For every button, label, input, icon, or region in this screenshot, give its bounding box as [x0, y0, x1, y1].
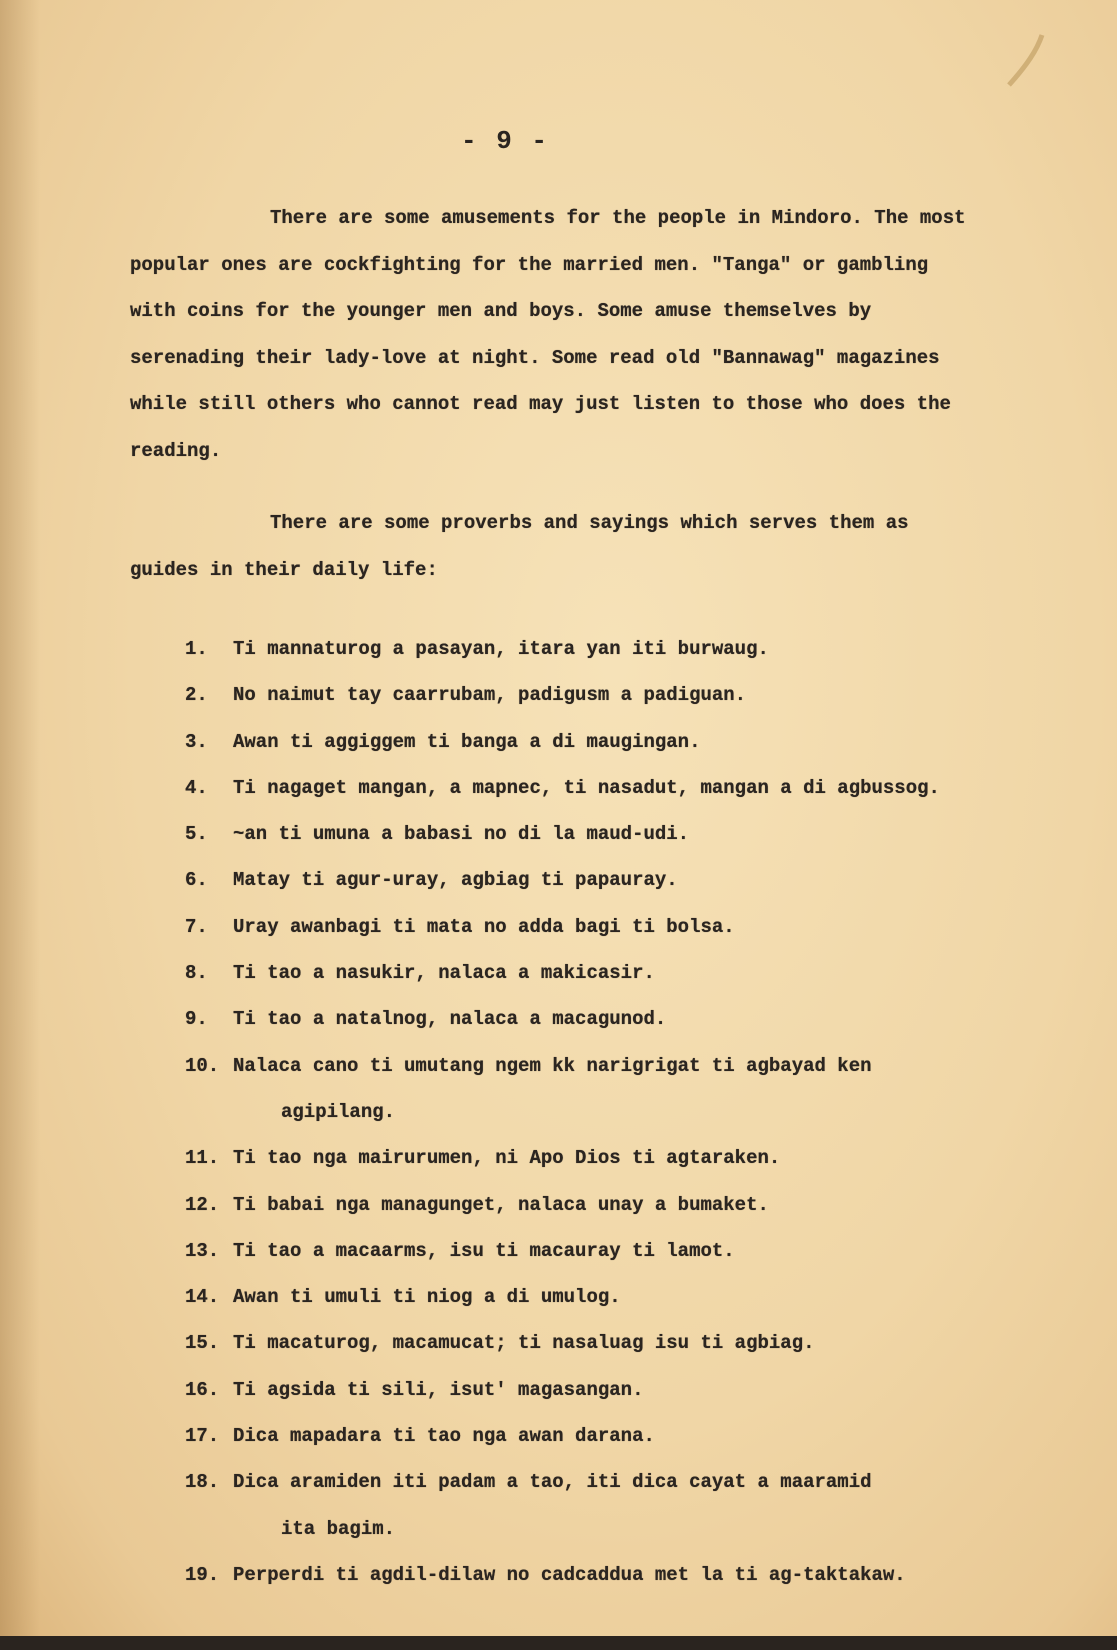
list-item	[185, 1332, 1085, 1378]
item-number: 3.	[185, 730, 208, 753]
item-number: 8.	[185, 962, 208, 985]
list-item	[185, 962, 1085, 1008]
proverbs-list	[185, 638, 1085, 1610]
amusements-paragraph	[130, 195, 970, 474]
item-number: 16.	[185, 1378, 220, 1401]
list-item	[185, 777, 1085, 823]
list-item	[185, 869, 1085, 915]
list-item	[185, 1286, 1085, 1332]
item-number: 13.	[185, 1239, 220, 1262]
item-text: Ti babai nga managunget, nalaca unay a bumaket.	[233, 1193, 769, 1216]
page-edge-shadow	[0, 0, 40, 1650]
item-number: 6.	[185, 869, 208, 892]
item-text: Matay ti agur-uray, agbiag ti papauray.	[233, 869, 678, 892]
list-item	[185, 1240, 1085, 1286]
item-text: Ti tao nga mairurumen, ni Apo Dios ti agtaraken.	[233, 1147, 781, 1170]
list-item	[185, 1425, 1085, 1471]
list-item	[185, 1008, 1085, 1054]
item-number: 12.	[185, 1193, 220, 1216]
item-text: Dica mapadara ti tao nga awan darana.	[233, 1425, 655, 1448]
item-number: 4.	[185, 776, 208, 799]
item-text: Dica aramiden iti padam a tao, iti dica cayat a maaramid	[233, 1471, 872, 1494]
item-text: Ti agsida ti sili, isut' magasangan.	[233, 1378, 644, 1401]
item-number: 14.	[185, 1286, 220, 1309]
proverbs-intro-paragraph	[130, 500, 970, 593]
item-text: Ti tao a natalnog, nalaca a macagunod.	[233, 1008, 667, 1031]
list-item	[185, 1471, 1085, 1517]
item-text: Ti nagaget mangan, a mapnec, ti nasadut, mangan a di agbussog.	[233, 776, 940, 799]
list-item	[185, 1147, 1085, 1193]
item-text: Awan ti umuli ti niog a di umulog.	[233, 1286, 621, 1309]
proverbs-intro-text: There are some proverbs and sayings which serves them as guides in their daily life:	[130, 512, 909, 581]
item-text: Uray awanbagi ti mata no adda bagi ti bolsa.	[233, 915, 735, 938]
list-item	[185, 1055, 1085, 1101]
item-number: 10.	[185, 1054, 220, 1077]
item-text: Awan ti aggiggem ti banga a di maugingan.	[233, 730, 701, 753]
corner-stain-mark	[997, 30, 1057, 90]
item-text: Nalaca cano ti umutang ngem kk narigrigat ti agbayad ken	[233, 1054, 872, 1077]
item-number: 7.	[185, 915, 208, 938]
item-text: Ti macaturog, macamucat; ti nasaluag isu ti agbiag.	[233, 1332, 815, 1355]
item-number: 9.	[185, 1008, 208, 1031]
item-text: Ti mannaturog a pasayan, itara yan iti burwaug.	[233, 638, 769, 660]
list-item	[185, 684, 1085, 730]
list-item	[185, 823, 1085, 869]
item-text: Ti tao a macaarms, isu ti macauray ti lamot.	[233, 1239, 735, 1262]
item-text: ~an ti umuna a babasi no di la maud-udi.	[233, 823, 690, 846]
item-text: No naimut tay caarrubam, padigusm a padiguan.	[233, 684, 747, 707]
scan-bottom-edge	[0, 1636, 1117, 1650]
item-number: 1.	[185, 638, 208, 660]
list-item-continuation	[185, 1101, 1085, 1147]
list-item	[185, 916, 1085, 962]
list-item	[185, 638, 1085, 684]
amusements-paragraph-text: There are some amusements for the people in Mindoro. The most popular ones are cockfighting for the married men. "Tanga" or gambling with coins for the younger men and boys. Some amuse themselves by serenading their lady-love at night. Some read old "Bannawag" magazines while still others who cannot read may just listen to those who does the reading.	[130, 207, 966, 462]
list-item	[185, 1379, 1085, 1425]
item-number: 5.	[185, 823, 208, 846]
item-number: 15.	[185, 1332, 220, 1355]
item-number: 18.	[185, 1471, 220, 1494]
item-text: Ti tao a nasukir, nalaca a makicasir.	[233, 962, 655, 985]
item-number: 17.	[185, 1425, 220, 1448]
list-item	[185, 1194, 1085, 1240]
item-text: agipilang.	[281, 1100, 396, 1123]
list-item	[185, 731, 1085, 777]
page-number: - 9 -	[460, 126, 549, 156]
item-number: 2.	[185, 684, 208, 707]
item-number: 11.	[185, 1147, 220, 1170]
list-item	[185, 1564, 1085, 1610]
item-number: 19.	[185, 1563, 220, 1586]
item-text: ita bagim.	[281, 1517, 396, 1540]
list-item-continuation	[185, 1518, 1085, 1564]
item-text: Perperdi ti agdil-dilaw no cadcaddua met la ti ag-taktakaw.	[233, 1563, 906, 1586]
